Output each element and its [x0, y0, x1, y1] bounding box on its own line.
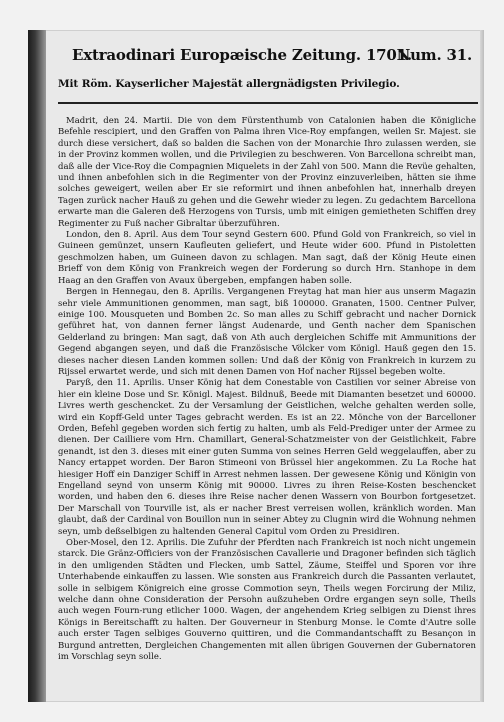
- article-paragraph: Paryß, den 11. Aprilis. Unser König hat dem Conestable von Castilien vor seiner Abreise von hier ein kleine Dose und Sr. Königl. Majest. Bildnuß, Beede mit Diamanten besetzet und 60000. Livres werth geschencket. Zu der Versamlung der Geistlichen, welche gehalten werden solle, wird ein Kopff-Geld unter Tages gebracht werden. Es ist an 22. Mönche von der Barcelloner Orden, Befehl gegeben worden sich fertig zu halten, umb als Feld-Prediger unter der Armee zu dienen. Der Cailliere vom Hrn. Chamillart, General-Schatzmeister von der Geistlichkeit, Fabre genandt, ist den 3. dieses mit einer guten Summa von seines Herren Geld weggelauffen, aber zu Nancy ertappet worden. Der Baron Stimeoni von Brüssel hier angekommen. Zu La Roche hat hiesiger Hoff ein Danziger Schiff in Arrest nehmen lassen. Der gewesene König und Königin von Engelland seynd von unserm König mit 90000. Livres zu ihren Reise-Kosten beschencket worden, und haben den 6. dieses ihre Reise nacher denen Wassern von Bourbon fortgesetzet. Der Marschall von Tourville ist, als er nacher Brest verreisen wollen, kränklich worden. Man glaubt, daß der Cardinal von Bouillon nun in seiner Abtey zu Clugnin wird die Wohnung nehmen seyn, umb deßselbigen zu haltenden General Capitul vom Orden zu Presidiren.: [58, 378, 476, 537]
- article-body: [58, 116, 476, 702]
- header-rule: [58, 102, 478, 104]
- newspaper-page: [28, 30, 484, 702]
- article-paragraph: Bergen in Hennegau, den 8. Aprilis. Vergangenen Freytag hat man hier aus unserm Magazin sehr viele Ammunitionen genommen, man sagt, biß 100000. Granaten, 1500. Centner Pulver, einige 100. Mousqueten und Bomben 2c. So man alles zu Schiff gebracht und nacher Dornick geführet hat, von dannen ferner längst Audenarde, und Genth nacher dem Spanischen Gelderland zu bringen: Man sagt, daß von Ath auch dergleichen Schiffe mit Ammunitions der Gegend abgangen seyen, und daß die Französische Völcker vom Königl. Hauß gegen den 15. dieses nacher diesen Landen kommen sollen: Und daß der König von Frankreich in kurzem zu Rijssel erwartet werde, und sich mit denen Damen von Hof nacher Rijssel begeben wolte.: [58, 287, 476, 377]
- article-paragraph: Ober-Mosel, den 12. Aprilis. Die Zufuhr der Pferdten nach Frankreich ist noch nicht ungemein starck. Die Gränz-Officiers von der Französischen Cavallerie und Dragoner befinden sich täglich in den umligenden Städten und Flecken, umb Sattel, Zäume, Steiffel und Sporen vor ihre Unterhabende einkauffen zu lassen. Wie sonsten aus Frankreich durch die Passanten verlautet, solle in selbigem Königreich eine grosse Commotion seyn, Theils wegen Forcirung der Miliz, welche dann ohne Consideration der Persohn außzuheben Ordre ergangen seyn solle, Theils auch wegen Fourn-rung etlicher 1000. Wagen, der angehendem Krieg selbigen zu Dienst ihres Königs in Bereitschafft zu halten. Der Gouverneur in Stenburg Monse. le Comte d'Autre solle auch erster Tagen selbiges Gouverno quittiren, und die Commandantschafft zu Besançon in Burgund antretten, Dergleichen Changementen mit allen übrigen Gouvernen der Gubernatoren im Vorschlag seyn solle.: [58, 538, 476, 663]
- article-paragraph: Madrit, den 24. Martii. Die von dem Fürstenthumb von Catalonien haben die Königliche Befehle rescipiert, und den Graffen von Palma ihren Vice-Roy empfangen, weilen Sr. Majest. sie durch diese versichert, daß so balden die Sachen von der Monarchie Ihro zulassen werden, sie in der Provinz kommen wollen, und die Privilegien zu beschweren. Von Barcellona schreibt man, daß alle der Vice-Roy die Compagnien Miquelets in der Zahl von 500. Mann die Revüe gehalten, und ihnen anbefohlen sich in die Regimenter von der Provinz einzuverleiben, hätten sie ihme solches geweigert, weilen aber Er sie reformirt und ihnen anbefohlen hat, innerhalb dreyen Tagen zurück nacher Hauß zu gehen und die Gewehr wieder zu legen. Zu gedachtem Barcellona erwarte man die Galeren deß Herzogens von Tursis, umb mit einigen gemietheten Schiffen drey Regimenter zu Fuß nacher Gibraltar überzuführen.: [58, 116, 476, 229]
- newspaper-title: Extraodinari Europæische Zeitung. 1701.: [72, 46, 412, 64]
- issue-number: Num. 31.: [396, 46, 472, 64]
- privilege-line: Mit Röm. Kayserlicher Majestät allergnädigsten Privilegio.: [58, 78, 400, 90]
- article-paragraph: London, den 8. April. Aus dem Tour seynd Gestern 600. Pfund Gold von Frankreich, so viel in Guineen gemünzet, unsern Kaufleuten geliefert, und Heute wider 600. Pfund in Pistoletten geschmolzen haben, um Guineen davon zu schlagen. Man sagt, daß der König Heute einen Brieff von dem König von Frankreich wegen der Forderung so durch Hrn. Stanhope in dem Haag an den Graffen von Avaux übergeben, empfangen haben solle.: [58, 230, 476, 286]
- masthead: [72, 40, 472, 70]
- binding-spine: [28, 30, 46, 702]
- page-edge: [480, 30, 484, 702]
